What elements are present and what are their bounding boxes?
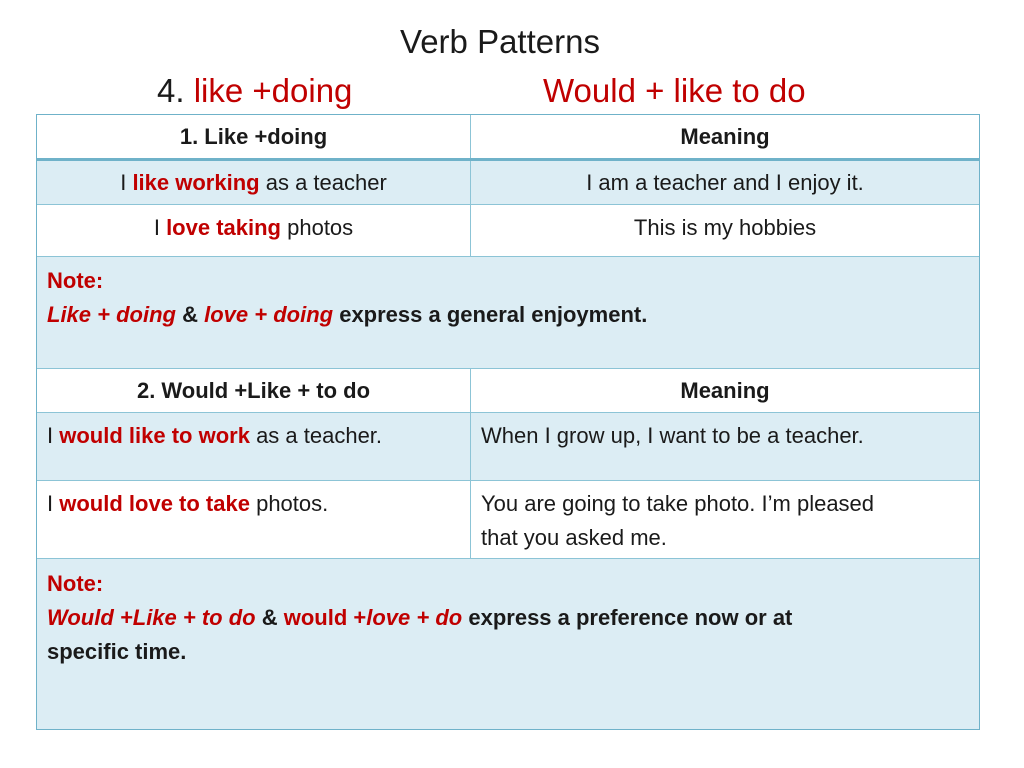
table-row [37, 481, 979, 559]
example-verb: like working [132, 169, 260, 195]
header-cell-meaning-1: Meaning [680, 123, 770, 149]
note-amp: & [261, 605, 278, 630]
note-text [47, 298, 969, 332]
meaning-cell: I am a teacher and I enjoy it. [586, 169, 864, 195]
slide-subtitle [0, 70, 1024, 112]
example-cell [37, 161, 471, 204]
example-subject: I [120, 169, 127, 195]
header-cell-pattern-2: 2. Would +Like + to do [37, 369, 471, 412]
example-verb: would love to take [59, 491, 250, 516]
header-cell-meaning-2: Meaning [680, 377, 770, 403]
table-header-row-2 [37, 369, 979, 413]
example-cell [37, 413, 471, 480]
meaning-cell [471, 413, 979, 480]
meaning-line-1: You are going to take photo. I’m pleased [481, 491, 875, 516]
note-cell [37, 257, 979, 368]
note-label: Note: [47, 571, 104, 596]
note-phrase-1: Would +Like + to do [47, 605, 256, 630]
note-text-line-2: specific time. [47, 639, 187, 664]
meaning-line-1: When I grow up, I want to be a teacher. [481, 423, 864, 448]
table-row [37, 413, 979, 481]
note-label: Note: [47, 268, 104, 293]
example-rest: photos. [256, 491, 329, 516]
note-phrase-2b: love + do [366, 605, 463, 630]
meaning-line-2: that you asked me. [481, 525, 667, 550]
example-cell [37, 205, 471, 256]
example-verb: love taking [166, 215, 281, 240]
example-subject: I [153, 215, 160, 240]
meaning-cell [471, 481, 979, 558]
example-subject: I [47, 423, 54, 448]
subtitle-left [157, 70, 352, 112]
note-phrase-1: Like + doing [47, 302, 176, 327]
subtitle-number: 4. [157, 72, 185, 109]
note-rest: express a preference now or at [468, 605, 793, 630]
table-header-row-1 [37, 115, 979, 161]
example-rest: as a teacher. [256, 423, 383, 448]
note-text-line-1 [47, 601, 969, 635]
slide-title: Verb Patterns [400, 23, 600, 60]
example-rest: as a teacher [265, 169, 387, 195]
verb-pattern-table [36, 114, 980, 730]
note-row-1 [37, 257, 979, 369]
note-phrase-2: love + doing [204, 302, 334, 327]
example-verb: would like to work [59, 423, 250, 448]
note-phrase-2a: would + [283, 605, 367, 630]
example-cell [37, 481, 471, 558]
table-row [37, 161, 979, 205]
example-rest: photos [287, 215, 354, 240]
example-subject: I [47, 491, 54, 516]
table-row [37, 205, 979, 257]
header-cell-pattern-1: 1. Like +doing [37, 115, 471, 158]
subtitle-right-pattern: Would + like to do [543, 72, 806, 109]
note-amp: & [182, 302, 198, 327]
subtitle-left-pattern: like +doing [193, 72, 353, 109]
note-row-2 [37, 559, 979, 729]
meaning-cell: This is my hobbies [633, 215, 817, 240]
note-rest: express a general enjoyment. [339, 302, 648, 327]
note-cell [37, 559, 979, 729]
